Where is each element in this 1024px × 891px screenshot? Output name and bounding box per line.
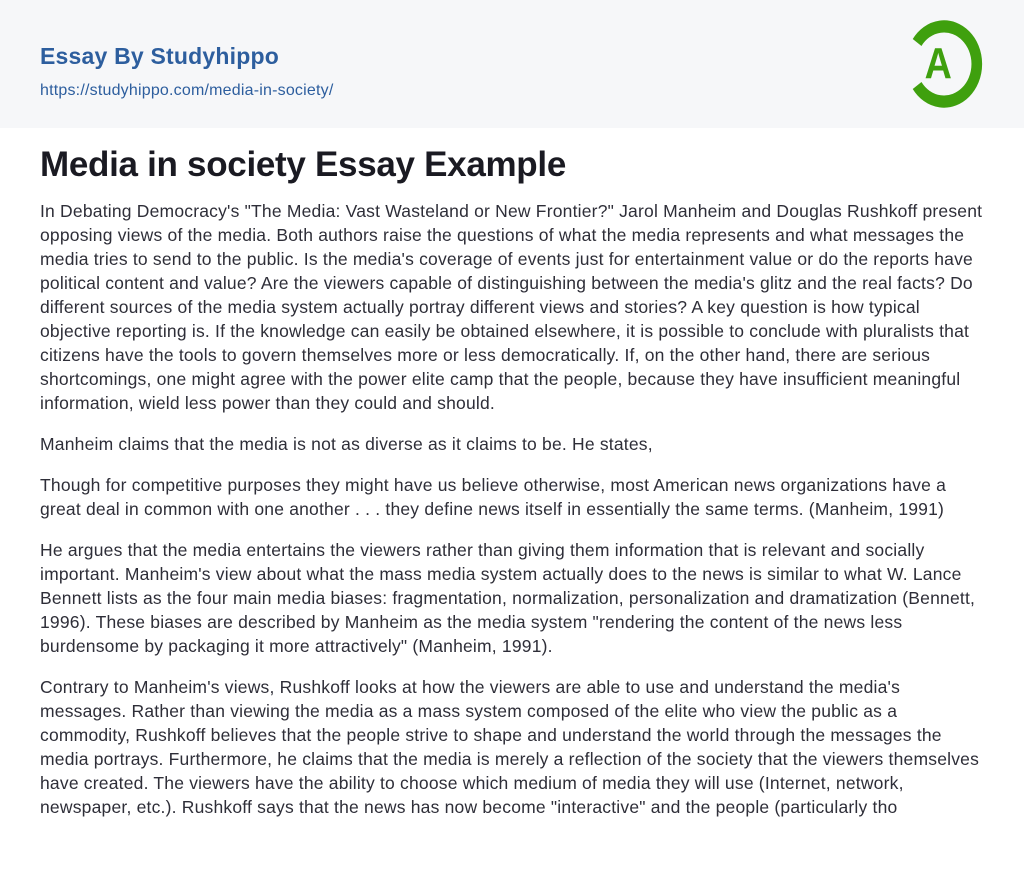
article-title: Media in society Essay Example [40,145,566,184]
logo-arc-icon [903,17,985,111]
logo-letter: A [924,38,952,88]
essay-paragraph: Though for competitive purposes they might have us believe otherwise, most American news organizations have a great deal in common with one another . . . they define news itself in essentially the same terms. (Manheim, 1991) [40,475,947,519]
essay-paragraph: In Debating Democracy's "The Media: Vast Wasteland or New Frontier?" Jarol Manheim and Douglas Rushkoff present opposing views of the media. Both authors raise the questions of what the media represents and what messages the media tries to send to the public. Is the media's coverage of events just for entertainment value or do the reports have political content and value? Are the viewers capable of distinguishing between the media's glitz and the real facts? Do different sources of the media system actually portray different views and stories? A key question is how typical objective reporting is. If the knowledge can easily be obtained elsewhere, it is possible to conclude with pluralists that citizens have the tools to govern themselves more or less democratically. If, on the other hand, there are serious shortcomings, one might agree with the power elite camp that the people, because they have insufficient meaningful information, wield less power than they could and should. [40,201,983,413]
essay-paragraph: Contrary to Manheim's views, Rushkoff looks at how the viewers are able to use and understand the media's messages. Rather than viewing the media as a mass system composed of the elite who view the public as a commodity, Rushkoff believes that the people strive to shape and understand the world through the messages the media portrays. Furthermore, he claims that the media is merely a reflection of the society that the viewers themselves have created. The viewers have the ability to choose which medium of media they will use (Internet, network, newspaper, etc.). Rushkoff says that the news has now become "interactive" and the people (particularly tho [40,677,980,817]
essay-document [0,144,1024,819]
studyhippo-logo [903,17,985,111]
site-label: Essay By Studyhippo [40,43,279,69]
essay-url-link[interactable]: https://studyhippo.com/media-in-society/ [40,82,334,99]
essay-paragraph: Manheim claims that the media is not as diverse as it claims to be. He states, [40,434,653,454]
essay-body [40,199,985,819]
page-header [0,0,1024,128]
essay-paragraph: He argues that the media entertains the viewers rather than giving them information that is relevant and socially important. Manheim's view about what the mass media system actually does to the news is similar to what W. Lance Bennett lists as the four main media biases: fragmentation, normalization, personalization and dramatization (Bennett, 1996). These biases are described by Manheim as the media system "rendering the content of the news less burdensome by packaging it more attractively" (Manheim, 1991). [40,540,976,656]
